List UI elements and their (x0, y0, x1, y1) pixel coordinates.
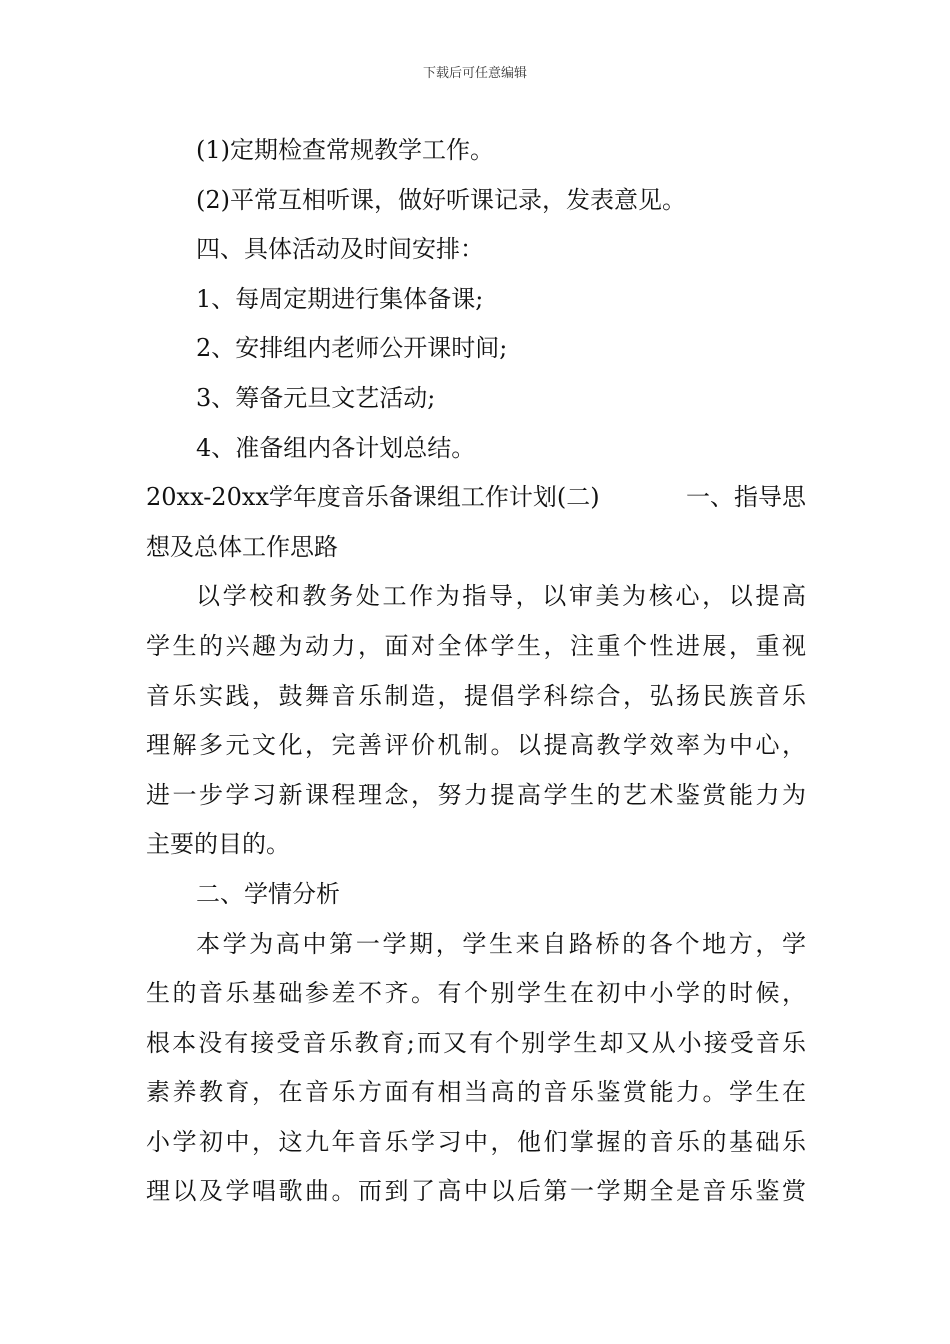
paragraph-line: 音乐实践，鼓舞音乐制造，提倡学科综合，弘扬民族音乐 (146, 681, 806, 710)
section-heading: 四、具体活动及时间安排： (196, 235, 484, 264)
paragraph-line: 进一步学习新课程理念，努力提高学生的艺术鉴赏能力为 (146, 780, 806, 809)
paragraph-line: 小学初中，这九年音乐学习中，他们掌握的音乐的基础乐 (146, 1127, 806, 1156)
page-header: 下载后可任意编辑 (422, 66, 527, 81)
paragraph-line: 生的音乐基础参差不齐。有个别学生在初中小学的时候， (146, 979, 806, 1008)
paragraph-line: 根本没有接受音乐教育;而又有个别学生却又从小接受音乐 (146, 1028, 806, 1057)
plan-title: 20xx-20xx学年度音乐备课组工作计划(二) (146, 483, 600, 512)
plan-title-line (146, 473, 806, 523)
paragraph-line: 理以及学唱歌曲。而到了高中以后第一学期全是音乐鉴赏 (146, 1177, 806, 1206)
list-item: 3、筹备元旦文艺活动; (196, 383, 436, 412)
section-heading-cont: 想及总体工作思路 (146, 532, 338, 561)
paragraph-line: 素养教育，在音乐方面有相当高的音乐鉴赏能力。学生在 (146, 1078, 806, 1107)
list-item: 1、每周定期进行集体备课; (196, 284, 484, 313)
paragraph-line: 以学校和教务处工作为指导，以审美为核心，以提高 (196, 582, 806, 611)
document-body (146, 126, 806, 1217)
list-item: 2、安排组内老师公开课时间; (196, 334, 508, 363)
paragraph-line: 本学为高中第一学期，学生来自路桥的各个地方，学 (196, 929, 806, 958)
paragraph-line: 学生的兴趣为动力，面对全体学生，注重个性进展，重视 (146, 631, 806, 660)
list-item: 4、准备组内各计划总结。 (196, 433, 476, 462)
text-line: (1)定期检查常规教学工作。 (196, 136, 494, 164)
paragraph-line: 理解多元文化，完善评价机制。以提高教学效率为中心， (146, 731, 806, 760)
section-heading-start: 一、指导思 (686, 483, 806, 512)
section-heading: 二、学情分析 (196, 879, 340, 908)
text-line: (2)平常互相听课，做好听课记录，发表意见。 (196, 185, 686, 214)
paragraph-line: 主要的目的。 (146, 830, 290, 859)
